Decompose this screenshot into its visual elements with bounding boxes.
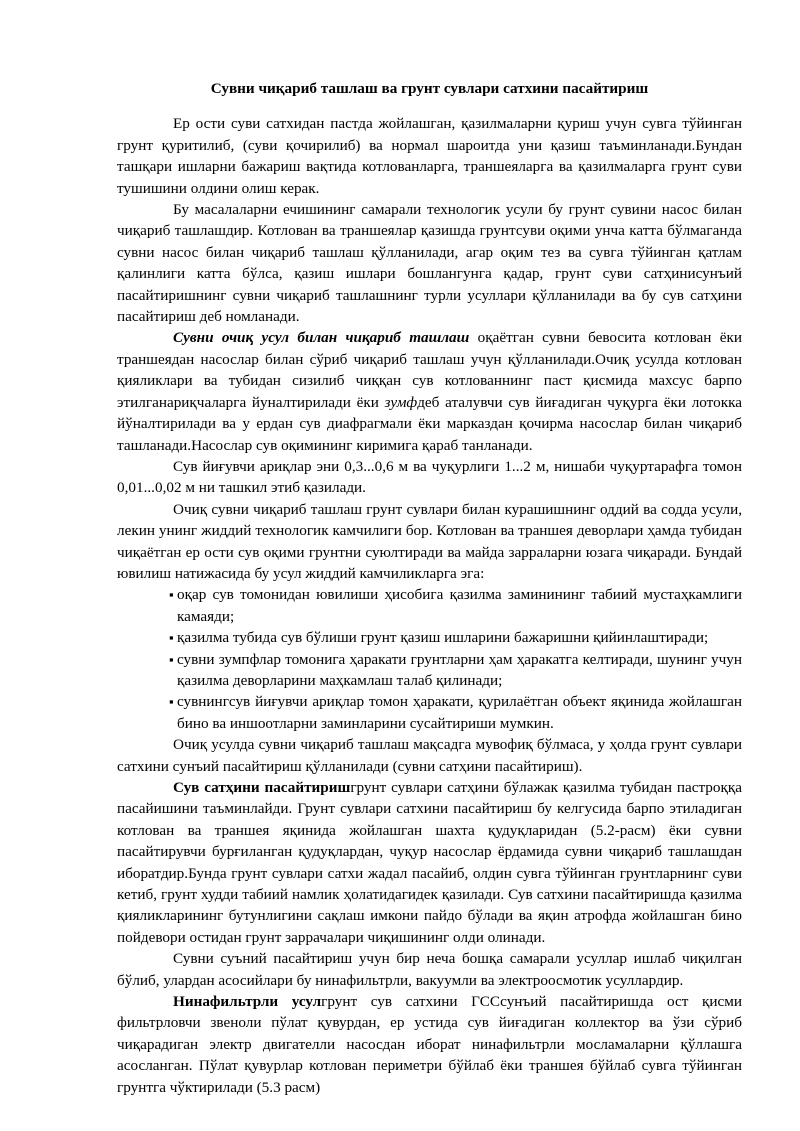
paragraph-3-text-2: деб аталувчи сув йиғадиган чуқурга ёки лотокка йўналтирилади ва у ердан сув диафрагмали ёки марказдан қочирма насослар билан чиқариб ташланади.Насослар сув оқимининг киримига қараб танланади. [117,393,742,454]
paragraph-7 [117,777,742,948]
list-item: ▪ қазилма тубида сув бўлиши грунт қазиш ишларини бажаришни қийинлаштиради; [177,627,742,648]
paragraph-6: Очиқ усулда сувни чиқариб ташлаш мақсадга мувофиқ бўлмаса, у ҳолда грунт сувлари сатхини сунъий пасайтириш қўлланилади (сувни сатҳини пасайтириш). [117,736,742,775]
water-level-lowering-term: Сув сатҳини пасайтириш [173,779,351,796]
paragraph-7-text: грунт сувлари сатҳини бўлажак қазилма тубидан пастроққа пасайишини таъминлайди. Грунт сувлари сатхини пасайтириш бу келгусида барпо этиладиган котлован ва траншея яқинида жойлашган шахта қудуқларидан (5.2-расм) ёки сувни пасайтирувчи бурғиланган қудуқлардан, чуқур насослар ёрдамида сувни чиқариб ташлашдан иборатдир.Бунда грунт сувлари сатхи жадал пасайиб, олдин сувга тўйинган грунтларнинг суви кетиб, грунт худди табиий намлик ҳолатидагидек қазилади. Сув сатхини пасайтиришда қазилма қияликларининг бутунлигини сақлаш имкони пайдо бўлади ва яқин атрофда жойлашган бино пойдевори остидан грунт заррачалари чиқишининг олди олинади. [117,779,742,946]
open-drainage-term: Сувни очиқ усул билан чиқариб ташлаш [173,329,470,347]
document-title: Сувни чиқариб ташлаш ва грунт сувлари сатхини пасайтириш [210,80,649,97]
list-item: ▪ оқар сув томонидан ювилиши ҳисобига қазилма заминининг табиий мустаҳкамлиги камаяди; [177,584,742,627]
paragraph-8: Сувни суъний пасайтириш учун бир неча бошқа самарали усуллар ишлаб чиқилган бўлиб, улардан асосийлари бу нинафильтрли, вакуумли ва электроосмотик усуллардир. [117,950,742,989]
document-page [117,78,742,1098]
zumf-term: зумф [384,393,418,411]
paragraph-3 [117,327,742,455]
list-item: ▪ сувнингсув йиғувчи ариқлар томон ҳаракати, қурилаётган объект яқинида жойлашган бино ва иншоотларни заминларини сусайтириши мумкин. [177,691,742,734]
drawbacks-list [117,584,742,734]
paragraph-2: Бу масалаларни ечишининг самарали технологик усули бу грунт сувини насос билан чиқариб ташлашдир. Котлован ва траншеялар қазишда грунтсуви оқими унча катта бўлмаганда сувни насос билан чиқариб ташлаш қўлланилади, агар оқим тез ва сувга тўйинган қатлам қалинлиги катта бўлса, қазиш ишлари бошлангунга қадар, грунт суви сатҳинисунъий пасайтиришнинг сувни чиқариб ташлашнинг турли усуллари қўлланилади ва бу сув сатҳини пасайтириш деб номланади. [117,201,742,326]
paragraph-9 [117,991,742,1098]
paragraph-5: Очиқ сувни чиқариб ташлаш грунт сувлари билан курашишнинг оддий ва содда усули, лекин унинг жиддий технологик камчилиги бор. Котлован ва траншея деворлари ҳамда тубидан чиқаётган ер ости сув оқими грунтни суюлтиради ва майда зарраларни юзага чиқаради. Бундай ювилиш натижасида бу усул жиддий камчиликларга эга: [117,500,742,582]
needle-filter-method-term: Нинафильтрли усул [173,993,322,1011]
paragraph-4: Сув йиғувчи ариқлар эни 0,3...0,6 м ва чуқурлиги 1...2 м, нишаби чуқуртарафга томон 0,01...0,02 м ни ташкил этиб қазилади. [117,457,742,497]
paragraph-3-text-1: оқаётган сувни бевосита котлован ёки траншеядан насослар билан сўриб чиқариб ташлаш учун қўлланилади.Очиқ усулда котлован қияликлари ва тубидан сизилиб чиққан сув котлованнинг паст қисмида махсус барпо этилганариқчаларга йуналтирилади ёки [117,329,742,411]
list-item: ▪ сувни зумпфлар томонига ҳаракати грунтларни ҳам ҳаракатга келтиради, шунинг учун қазилма деворларини маҳкамлаш талаб қилинади; [177,649,742,692]
paragraph-1: Ер ости суви сатхидан пастда жойлашган, қазилмаларни қуриш учун сувга тўйинган грунт қуритилиб, (суви қочирилиб) ва нормал шароитда уни қазиш таъминланади.Бундан ташқари ишларни бажариш вақтида котлованларга, траншеяларга ва қазилмаларга грунт суви тушишини олдини олиш керак. [117,115,742,197]
paragraph-9-text: грунт сув сатхини ГССсунъий пасайтиришда ост қисми фильтрловчи звеноли пўлат қувурдан, ер устида сув йиғадиган коллектор ва ўзи сўриб чиқарадиган электр двигателли насосдан иборат нинафильтрли мосламаларни қўллашга асосланган. Пўлат қувурлар котлован периметри бўйлаб ёки траншея бўйлаб сувга тўйинган грунтга чўктирилади (5.3 расм) [117,993,742,1096]
